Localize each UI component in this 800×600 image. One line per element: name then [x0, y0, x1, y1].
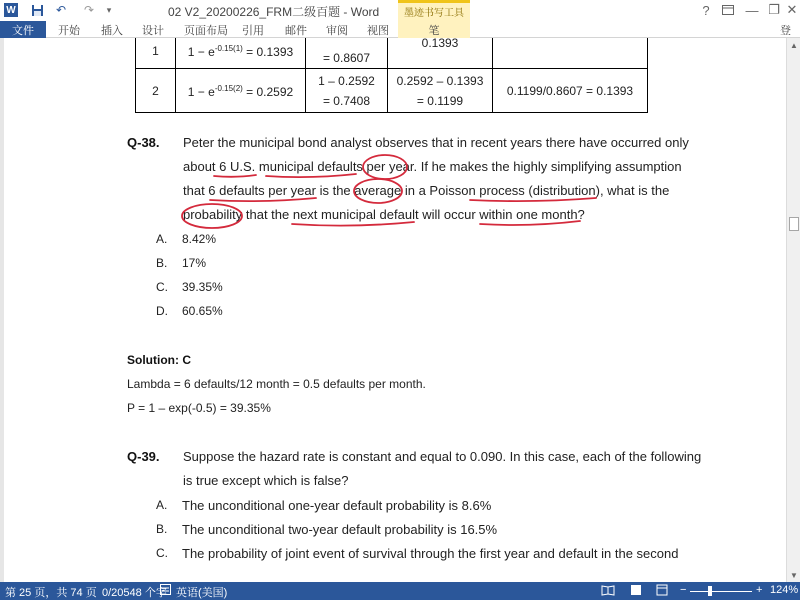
- solution-line: P = 1 – exp(-0.5) = 39.35%: [127, 401, 271, 415]
- undo-icon[interactable]: ↶: [55, 3, 67, 17]
- tab-review[interactable]: 审阅: [326, 25, 348, 37]
- scroll-down-icon[interactable]: ▼: [790, 570, 798, 580]
- close-button[interactable]: ✕: [786, 2, 798, 17]
- page-margin-edge: [0, 38, 4, 582]
- question-number: Q-39.: [127, 449, 160, 464]
- question-number: Q-38.: [127, 135, 160, 150]
- option-letter: C.: [156, 546, 168, 560]
- word-app-icon[interactable]: W: [4, 3, 18, 17]
- option-text: The probability of joint event of survival through the first year and default in the second: [182, 546, 679, 561]
- option-text: 17%: [182, 256, 207, 270]
- ink-underline: [292, 222, 414, 226]
- question-text-line: is true except which is false?: [183, 473, 349, 488]
- scrollbar-thumb[interactable]: [789, 217, 799, 231]
- zoom-in-button[interactable]: +: [756, 584, 763, 596]
- sign-in-link[interactable]: 登: [780, 25, 791, 37]
- table-cell: 2: [136, 69, 176, 113]
- table-row: [136, 69, 648, 113]
- option-text: 60.65%: [182, 304, 223, 318]
- table-cell: = 0.8607: [306, 38, 388, 69]
- language-status[interactable]: 英语(美国): [176, 587, 228, 599]
- default-probability-table: [135, 38, 648, 113]
- tab-design[interactable]: 设计: [142, 25, 164, 37]
- table-cell: 1 – 0.2592 = 0.7408: [306, 69, 388, 113]
- solution-line: Lambda = 6 defaults/12 month = 0.5 defaults per month.: [127, 377, 426, 391]
- table-cell: $1 - e^{-0.15(1)} = 0.1393$: [176, 38, 306, 69]
- ink-tools-label: 墨迹书写工具: [404, 8, 464, 19]
- vertical-scrollbar[interactable]: [786, 38, 800, 582]
- option-text: The unconditional two-year default probability is 16.5%: [182, 522, 498, 537]
- solution-title: Solution: C: [127, 353, 191, 367]
- question-text-line: that 6 defaults per year is the average in a Poisson process (distribution), what is the: [183, 183, 670, 198]
- document-page[interactable]: [0, 38, 786, 582]
- tab-page-layout[interactable]: 页面布局: [184, 25, 228, 37]
- option-letter: A.: [156, 232, 168, 246]
- status-bar: [0, 582, 800, 600]
- print-layout-icon[interactable]: [630, 584, 642, 599]
- minimize-button[interactable]: —: [745, 2, 759, 18]
- question-text-line: about 6 U.S. municipal defaults per year. If he makes the highly simplifying assumption: [183, 159, 682, 174]
- option-letter: B.: [156, 522, 168, 536]
- save-icon[interactable]: [28, 2, 46, 18]
- tab-pen[interactable]: 笔: [398, 21, 470, 38]
- word-count-status[interactable]: 0/20548 个字: [102, 587, 167, 599]
- tab-file[interactable]: 文件: [0, 21, 46, 38]
- help-button[interactable]: ?: [702, 2, 710, 18]
- scroll-up-icon[interactable]: ▲: [790, 40, 798, 50]
- proofing-icon[interactable]: [160, 584, 171, 598]
- option-text: 8.42%: [182, 232, 217, 246]
- option-letter: C.: [156, 280, 168, 294]
- tab-view[interactable]: 视图: [367, 25, 389, 37]
- question-text-line: probability that the next municipal default will occur within one month?: [183, 207, 585, 222]
- title-bar: [0, 0, 800, 21]
- table-cell: 0.2592 – 0.1393 = 0.1199: [388, 69, 493, 113]
- ink-underline: [470, 198, 596, 201]
- option-text: 39.35%: [182, 280, 223, 294]
- ink-underline: [210, 198, 316, 201]
- tab-home[interactable]: 开始: [58, 25, 80, 37]
- page-count-status[interactable]: 第 25 页，共 74 页: [5, 587, 97, 599]
- zoom-level[interactable]: 124%: [770, 584, 799, 596]
- ink-tools-group-header: [398, 0, 470, 21]
- zoom-slider-thumb[interactable]: [708, 586, 712, 596]
- tab-insert[interactable]: 插入: [101, 25, 123, 37]
- restore-button[interactable]: ❐: [768, 2, 780, 17]
- table-cell: 1: [136, 38, 176, 69]
- option-text: The unconditional one-year default probability is 8.6%: [182, 498, 492, 513]
- ink-underline: [266, 174, 356, 177]
- ink-underline: [214, 175, 256, 177]
- ribbon-tabs: [0, 21, 800, 38]
- tab-mailings[interactable]: 邮件: [285, 25, 307, 37]
- table-row: [136, 38, 648, 69]
- zoom-out-button[interactable]: −: [680, 584, 687, 596]
- option-letter: D.: [156, 304, 168, 318]
- table-cell: [493, 38, 648, 69]
- web-layout-icon[interactable]: [656, 584, 668, 599]
- zoom-slider[interactable]: [690, 591, 752, 592]
- tab-references[interactable]: 引用: [242, 25, 264, 37]
- option-letter: B.: [156, 256, 168, 270]
- table-cell: $1 - e^{-0.15(2)} = 0.2592$: [176, 69, 306, 113]
- redo-icon[interactable]: ↷: [83, 3, 95, 17]
- question-text-line: Peter the municipal bond analyst observes that in recent years there have occurred only: [183, 135, 689, 150]
- customize-quick-access-icon[interactable]: ▾: [106, 4, 112, 15]
- read-mode-icon[interactable]: [601, 584, 615, 599]
- question-text-line: Suppose the hazard rate is constant and equal to 0.090. In this case, each of the following: [183, 449, 702, 464]
- option-letter: A.: [156, 498, 168, 512]
- table-cell: 0.1199/0.8607 = 0.1393: [493, 69, 648, 113]
- ribbon-display-options-button[interactable]: [716, 1, 740, 19]
- table-cell: 0.1393: [388, 38, 493, 69]
- document-title: 02 V2_20200226_FRM二级百题 - Word: [168, 5, 380, 19]
